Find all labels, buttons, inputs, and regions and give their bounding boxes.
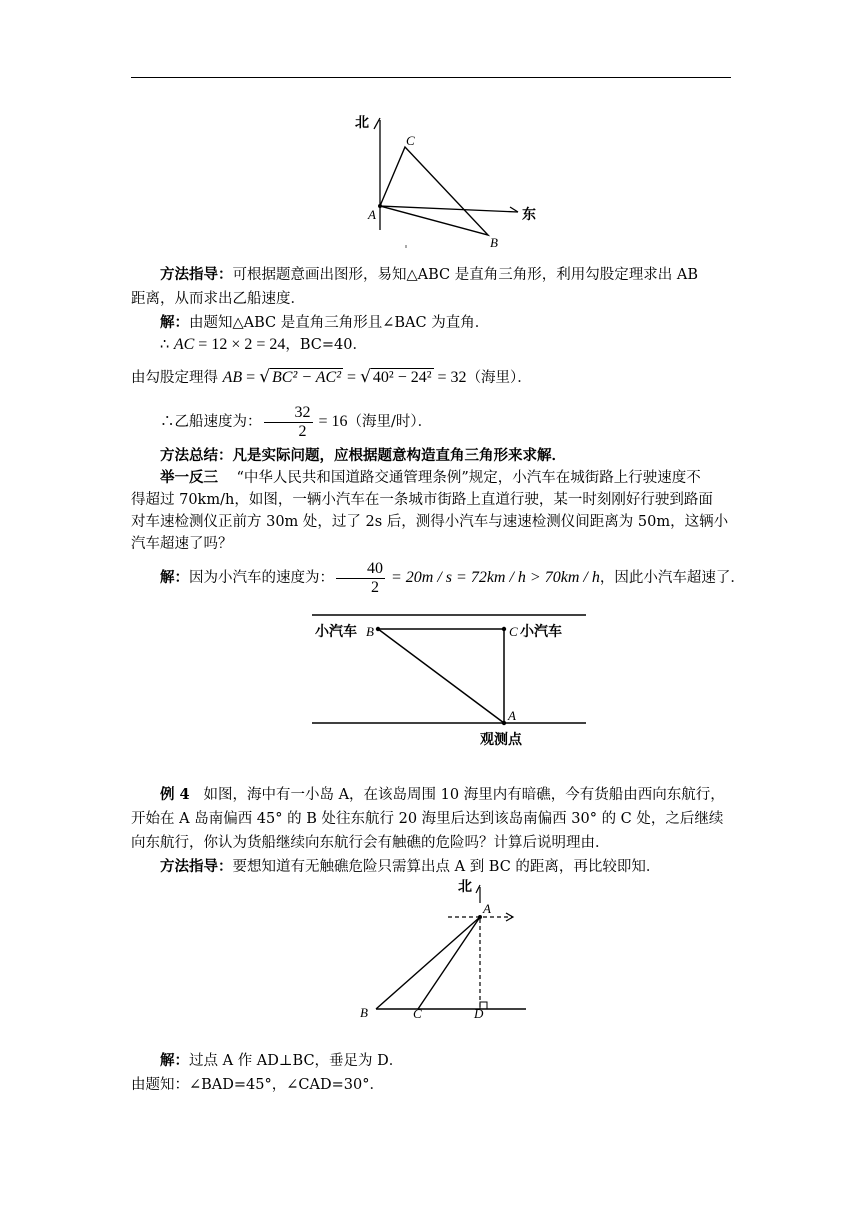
sol4-label: 解： [160,1052,189,1069]
triangle-abc [380,147,488,235]
sol3-suffix: ，因此小汽车超速了． [599,570,745,586]
summary-label: 方法总结： [160,447,233,464]
ex4-label: 例 4 [160,786,190,803]
sol3-prefix: 因为小汽车的速度为： [189,570,334,586]
sol1-line [131,312,731,334]
sol1-text: 由题知△ABC 是直角三角形且∠BAC 为直角． [189,315,490,331]
sol3-expr: = 20m / s = 72km / h > 70km / h [387,569,600,586]
sol3-line [131,558,745,598]
point-c-label: C [406,133,415,148]
guide4-text: 要想知道有无触礁危险只需算出点 A 到 BC 的距离，再比较即知． [232,859,661,875]
point-b-label: B [366,624,374,639]
point-a-label: A [483,901,491,916]
pyth-radical-1: BC² − AC² [272,369,342,386]
ex4-line2: 开始在 A 岛南偏西 45° 的 B 处往东航行 20 海里后达到该岛南偏西 30° 的 C 处，之后继续 [131,811,724,827]
pyth-result: = 32 [433,369,467,386]
guide4-label: 方法指导： [160,858,233,875]
ex4-line1 [131,784,731,806]
north-label: 北 [458,879,472,895]
point-d-label: D [474,1006,484,1020]
sol4-text: 过点 A 作 AD⊥BC，垂足为 D． [189,1053,404,1069]
speed-result: = 16 [314,413,348,430]
car-left-label: 小汽车 [315,624,357,640]
pyth-prefix: 由勾股定理得 [131,370,223,386]
point-b-label: B [490,235,498,250]
car-right-label: 小汽车 [520,624,562,640]
speed-unit: （海里/时）． [347,414,433,430]
bc-text: ，BC=40． [285,337,367,353]
pyth-line: 由勾股定理得 AB = √ BC² − AC² = √ 40² − 24² = 32（海里）． [131,367,532,387]
speed-line [131,402,731,442]
guide1-label: 方法指导： [160,266,233,283]
ex3-line3: 对车速检测仪正前方 30m 处，过了 2s 后，测得小汽车与速速检测仪间距离为 50m，这辆小 [131,514,729,530]
therefore-symbol: ∴ [160,337,174,353]
sol3-fraction: $\frac{40}{2}$ [336,560,385,597]
figure-triangle-abc [350,105,550,255]
ac-rest: = 12 × 2 = 24 [194,336,286,353]
ex3-line1 [131,467,731,489]
point-a-label: A [368,207,376,222]
ac-expr: AC [173,336,195,353]
east-label: 东 [522,207,536,223]
sol3-label: 解： [160,569,189,586]
guide1-line [131,264,731,286]
ex3-line2: 得超过 70km/h，如图，一辆小汽车在一条城市街路上直道行驶，某一时刻刚好行驶到路面 [131,492,713,508]
ex3-label: 举一反三 [160,469,218,486]
sol4-line2: 由题知：∠BAD=45°，∠CAD=30°． [131,1077,384,1093]
north-label: 北 [355,115,369,131]
observe-label: 观测点 [480,732,522,748]
sol1-label: 解： [160,314,189,331]
ex3-text1: “中华人民共和国道路交通管理条例”规定，小汽车在城街路上行驶速度不 [236,470,701,486]
point-b-label: B [360,1005,368,1020]
ex4-line3: 向东航行，你认为货船继续向东航行会有触礁的危险吗？计算后说明理由． [131,835,610,851]
guide1-line2: 距离，从而求出乙船速度． [131,291,305,307]
ex3-line4: 汽车超速了吗？ [131,536,233,552]
point-c-label: C [413,1006,422,1020]
figure-island [350,875,540,1020]
summary-line [131,445,731,467]
ac-line [131,334,731,356]
pyth-unit: （海里）． [466,370,532,386]
speed-prefix: ∴乙船速度为： [160,414,262,430]
sol4-line [131,1050,731,1072]
figure-car-road [310,610,590,750]
point-c-label: C [509,624,518,639]
header-rule [131,77,731,78]
summary-text: 凡是实际问题，应根据题意构造直角三角形来求解． [232,447,566,464]
speed-fraction: $\frac{32}{2}$ [264,404,313,441]
ab-expr: AB [222,369,243,386]
pyth-radical-2: 40² − 24² [372,369,432,386]
guide1-text: 可根据题意画出图形，易知△ABC 是直角三角形，利用勾股定理求出 AB [232,267,698,283]
point-a-label: A [508,708,516,723]
ex4-text1: 如图，海中有一小岛 A，在该岛周围 10 海里内有暗礁，今有货船由西向东航行， [203,787,725,803]
